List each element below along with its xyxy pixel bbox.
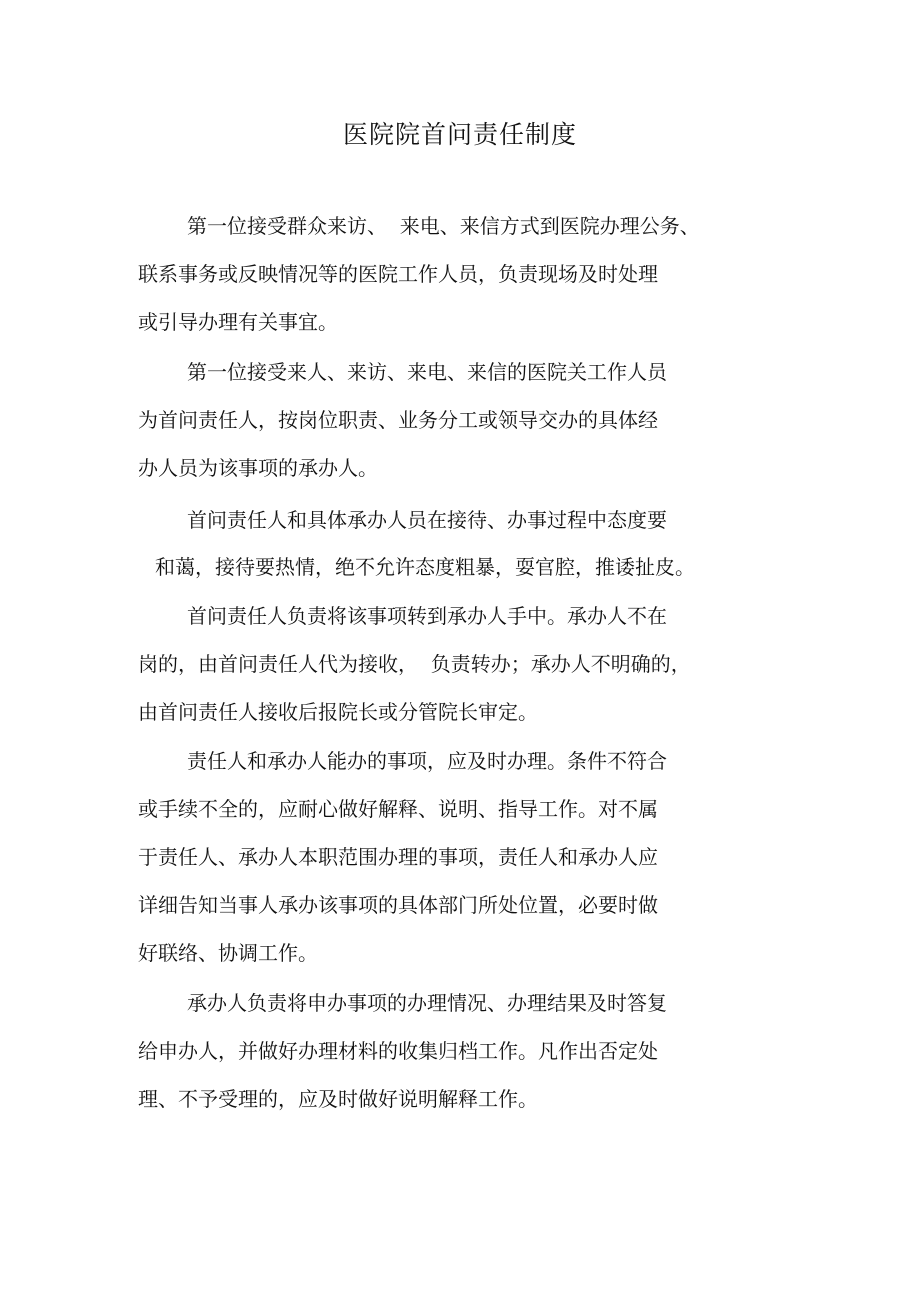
paragraph-6-line-2: 给申办人，并做好办理材料的收集归档工作。凡作出否定处 [138,1039,658,1063]
paragraph-3-line-2: 和蔼，接待要热情，绝不允许态度粗暴，耍官腔，推诿扯皮。 [155,555,695,579]
paragraph-4-line-2: 岗的，由首问责任人代为接收， 负责转办；承办人不明确的， [138,652,691,676]
paragraph-2-line-2: 为首问责任人，按岗位职责、业务分工或领导交办的具体经 [138,408,658,432]
paragraph-5-line-5: 好联络、协调工作。 [138,941,318,965]
paragraph-6-line-1: 承办人负责将申办事项的办理情况、办理结果及时答复 [187,991,667,1015]
paragraph-5-line-2: 或手续不全的，应耐心做好解释、说明、指导工作。对不属 [138,797,658,821]
paragraph-1-line-1: 第一位接受群众来访、 来电、来信方式到医院办理公务、 [187,214,700,238]
paragraph-1-line-3: 或引导办理有关事宜。 [138,310,338,334]
paragraph-6-line-3: 理、不予受理的，应及时做好说明解释工作。 [138,1087,538,1111]
paragraph-2-line-1: 第一位接受来人、来访、来电、来信的医院关工作人员 [187,360,667,384]
paragraph-4-line-1: 首问责任人负责将该事项转到承办人手中。承办人不在 [187,604,667,628]
paragraph-2-line-3: 办人员为该事项的承办人。 [138,456,378,480]
document-title: 医院院首问责任制度 [342,120,577,149]
paragraph-5-line-1: 责任人和承办人能办的事项，应及时办理。条件不符合 [187,749,667,773]
paragraph-5-line-3: 于责任人、承办人本职范围办理的事项，责任人和承办人应 [138,845,658,869]
paragraph-5-line-4: 详细告知当事人承办该事项的具体部门所处位置，必要时做 [138,893,658,917]
paragraph-1-line-2: 联系事务或反映情况等的医院工作人员，负责现场及时处理 [138,262,658,286]
paragraph-4-line-3: 由首问责任人接收后报院长或分管院长审定。 [138,700,538,724]
paragraph-3-line-1: 首问责任人和具体承办人员在接待、办事过程中态度要 [187,508,667,532]
